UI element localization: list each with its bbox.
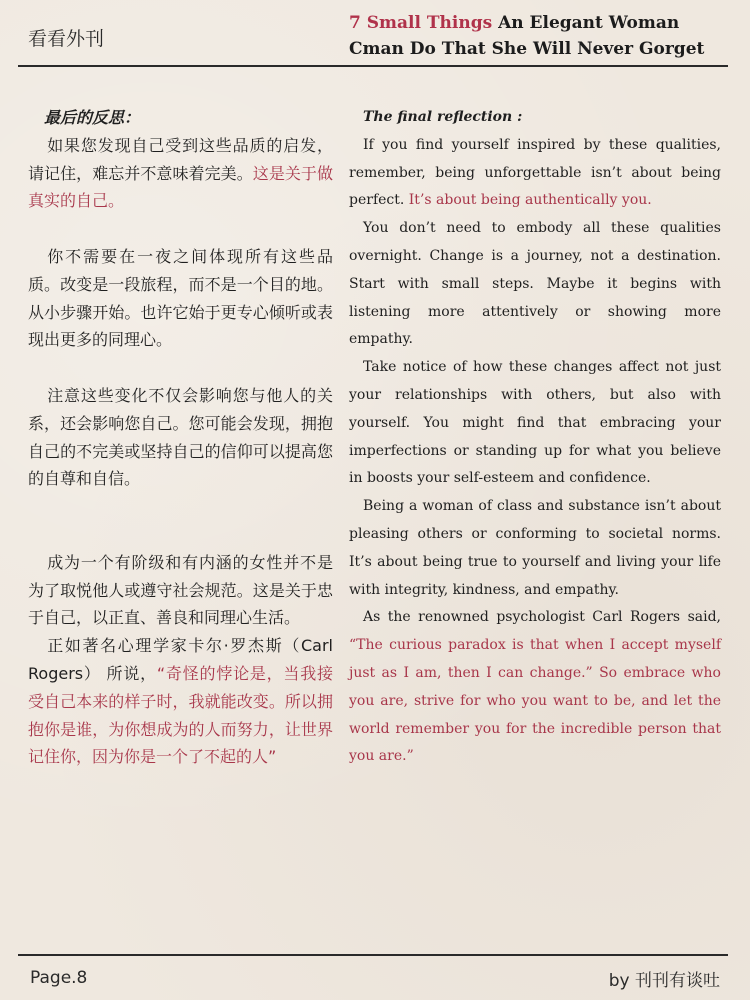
zh-paragraph-3: 注意这些变化不仅会影响您与他人的关系，还会影响您自己。您可能会发现，拥抱自己的不完美或坚持自己的信仰可以提高您的自尊和自信。 — [28, 385, 333, 489]
en-paragraph-1 — [349, 132, 721, 215]
zh-heading: 最后的反思： — [44, 108, 141, 127]
en-paragraph-5-text: As the renowned psychologist Carl Rogers said, — [363, 609, 721, 626]
en-heading: The final reflection : — [363, 109, 523, 125]
footer-divider — [18, 954, 728, 956]
article-title-accent: 7 Small Things — [349, 13, 493, 33]
en-paragraph-3: Take notice of how these changes affect not just your relationships with others, but also with yourself. You might find that embracing your imperfections or standing up for what you believe in boosts your self-esteem and confidence. — [349, 359, 721, 487]
page-number: Page.8 — [30, 968, 88, 988]
chinese-column — [28, 104, 333, 799]
zh-paragraph-1-highlight: 这是关于做真实的自己。 — [28, 163, 333, 211]
en-paragraph-1-highlight: It’s about being authentically you. — [408, 192, 652, 209]
en-paragraph-1-text: If you find yourself inspired by these qualities, remember, being unforgettable isn’t about being perfect. — [349, 136, 721, 209]
en-paragraph-4: Being a woman of class and substance isn’t about pleasing others or conforming to societal norms. It’s about being true to yourself and living your life with integrity, kindness, and empathy. — [349, 498, 721, 598]
en-quote: “The curious paradox is that when I accept myself just as I am, then I can change.” So embrace who you are, strive for who you want to be, and let the world remember you for the incredible person that you are.” — [349, 637, 721, 765]
en-paragraph-2: You don’t need to embody all these qualities overnight. Change is a journey, not a destination. Start with small steps. Maybe it begins with listening more attentively or showing more empathy. — [349, 220, 721, 348]
zh-paragraph-5-text: 正如著名心理学家卡尔·罗杰斯（Carl Rogers） 所说， — [28, 636, 333, 683]
article-title — [349, 10, 739, 62]
english-column — [349, 104, 721, 771]
zh-quote: “奇怪的悖论是，当我接受自己本来的样子时，我就能改变。所以拥抱你是谁，为你想成为的人而努力，让世界记住你，因为你是一个了不起的人” — [28, 663, 333, 767]
magazine-name: 看看外刊 — [28, 28, 105, 50]
zh-paragraph-5 — [28, 632, 333, 771]
zh-paragraph-1 — [28, 132, 333, 215]
publisher-credit: by 刊刊有谈吐 — [608, 971, 720, 991]
header-divider — [18, 65, 728, 67]
article-title-rest: An Elegant Woman Cman Do That She Will Never Gorget — [349, 13, 705, 59]
zh-paragraph-4: 成为一个有阶级和有内涵的女性并不是为了取悦他人或遵守社会规范。这是关于忠于自己，以正直、善良和同理心生活。 — [28, 552, 333, 628]
en-paragraph-5 — [349, 604, 721, 771]
zh-paragraph-2: 你不需要在一夜之间体现所有这些品质。改变是一段旅程，而不是一个目的地。从小步骤开始。也许它始于更专心倾听或表现出更多的同理心。 — [28, 246, 333, 350]
zh-paragraph-1-text: 如果您发现自己受到这些品质的启发，请记住，难忘并不意味着完美。 — [28, 135, 333, 183]
